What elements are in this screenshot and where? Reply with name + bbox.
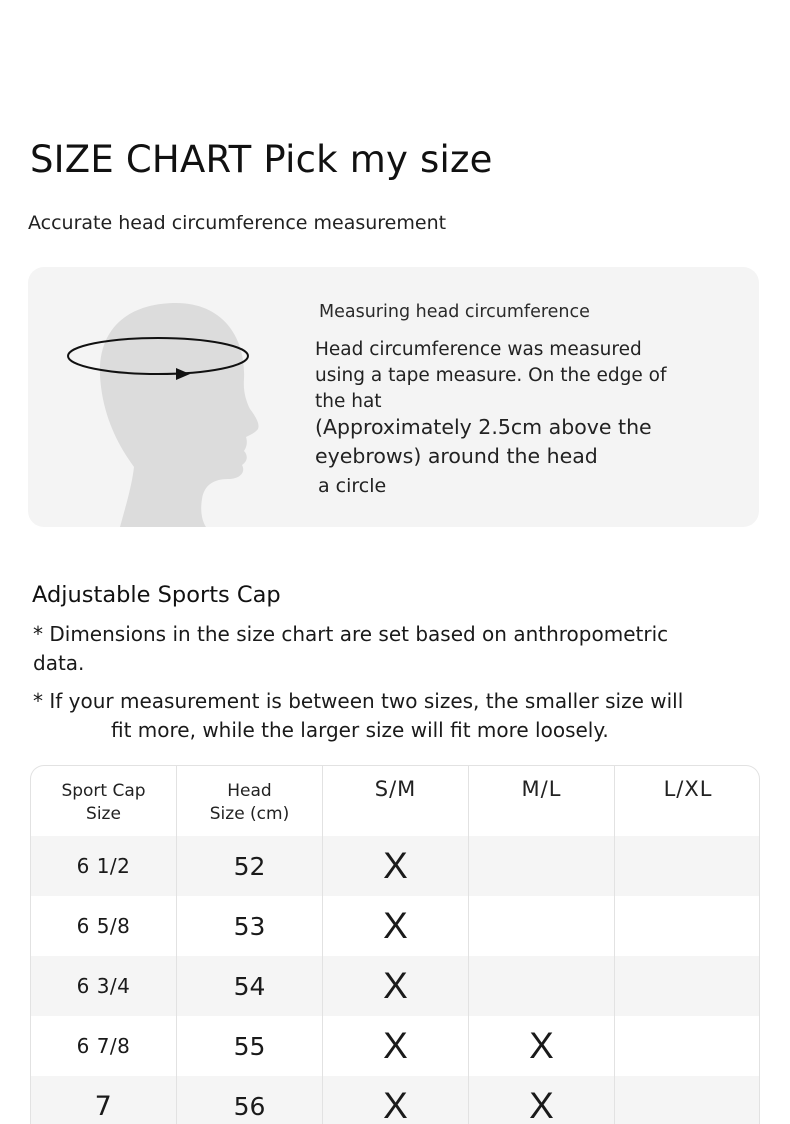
fit-mark-sm: X [323,1016,469,1076]
fit-mark-lxl [615,956,760,1016]
measurement-heading: Measuring head circumference [319,302,590,322]
measurement-text-line: using a tape measure. On the edge of [315,365,667,386]
section-title: Adjustable Sports Cap [32,582,281,608]
measurement-text-line: a circle [318,475,387,497]
table-row [31,956,760,1016]
header-cap-size [31,766,177,836]
note-text: * Dimensions in the size chart are set based on anthropometric [33,622,669,646]
fit-mark-ml: X [469,1076,615,1124]
head-size-cell: 55 [177,1016,323,1076]
note-text: fit more, while the larger size will fit more loosely. [111,718,609,742]
head-size-cell: 52 [177,836,323,896]
page-subtitle: Accurate head circumference measurement [28,212,447,234]
table-row [31,836,760,896]
fit-mark-lxl [615,836,760,896]
header-size-sm: S/M [323,766,469,836]
cap-size-cell: 6 7/8 [31,1016,177,1076]
table-row [31,896,760,956]
fit-mark-sm: X [323,836,469,896]
header-size-ml: M/L [469,766,615,836]
measurement-panel [28,267,759,527]
measurement-text-line: Head circumference was measured [315,339,642,360]
head-size-cell: 54 [177,956,323,1016]
fit-mark-sm: X [323,896,469,956]
fit-mark-sm: X [323,1076,469,1124]
measurement-text-line: eyebrows) around the head [315,444,598,468]
head-size-cell: 53 [177,896,323,956]
fit-mark-sm: X [323,956,469,1016]
header-size-lxl: L/XL [663,777,713,801]
cap-size-cell: 6 5/8 [31,896,177,956]
header-cap-size-line: Size [86,804,121,824]
header-cap-size-line: Sport Cap [61,781,146,801]
table-row [31,1076,760,1124]
note-text: * If your measurement is between two sizes, the smaller size will [33,689,684,713]
head-silhouette-with-tape-icon [28,267,288,527]
fit-mark-ml [469,896,615,956]
size-table [30,765,760,1124]
header-head-size [177,766,323,836]
fit-mark-lxl [615,1016,760,1076]
fit-mark-lxl [615,1076,760,1124]
measurement-text-line: (Approximately 2.5cm above the [315,415,652,439]
fit-mark-ml [469,956,615,1016]
measurement-text-line: the hat [315,391,382,412]
fit-mark-ml: X [469,1016,615,1076]
fit-mark-lxl [615,896,760,956]
header-head-size-line: Size (cm) [209,804,290,824]
fit-mark-ml [469,836,615,896]
page-title: SIZE CHART Pick my size [30,138,493,181]
table-row [31,1016,760,1076]
head-silhouette [100,303,259,527]
header-head-size-line: Head [227,781,272,801]
note-text: data. [33,651,85,675]
cap-size-cell: 6 3/4 [31,956,177,1016]
head-size-cell: 56 [177,1076,323,1124]
table-header-row [31,766,760,836]
cap-size-cell: 7 [31,1076,177,1124]
cap-size-cell: 6 1/2 [31,836,177,896]
